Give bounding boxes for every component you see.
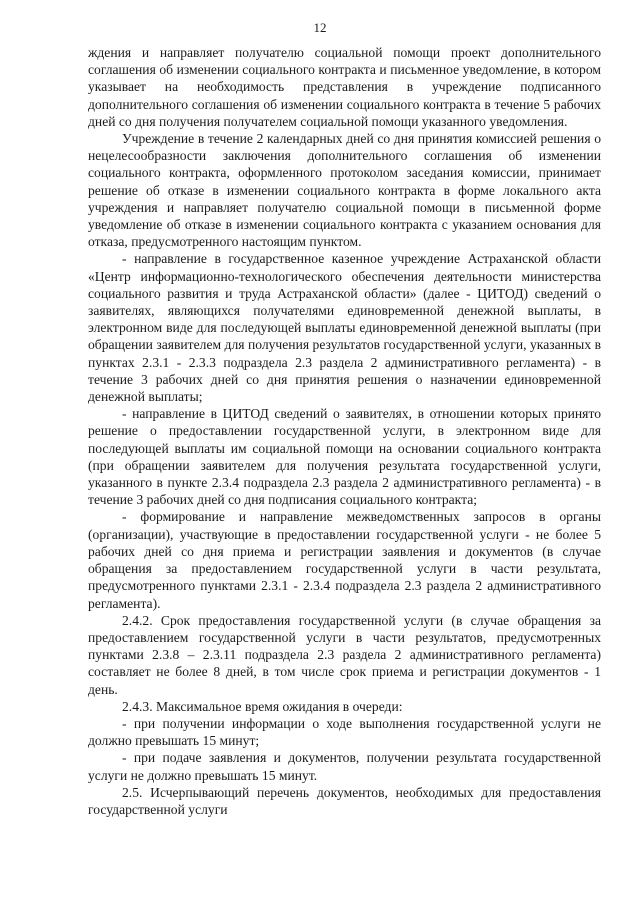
paragraph-refusal-decision: Учреждение в течение 2 календарных дней со дня принятия комиссией решения о нецелесообразности заключения дополнительного соглашения об изменении социального контракта, оформленного протоколом заседания комиссии, принимает решение об отказе в изменении социального контракта в форме локального акта учреждения и направляет получателю социальной помощи в письменной форме уведомление об отказе в изменении социального контракта с указанием основания для отказа, предусмотренного настоящим пунктом. [88, 131, 601, 250]
section-2-4-2: 2.4.2. Срок предоставления государственной услуги (в случае обращения за предоставлением государственной услуги в части результатов, предусмотренных пунктами 2.3.8 – 2.3.11 подраздела 2.3 раздела 2 административного регламента) составляет не более 8 дней, в том числе срок приема и регистрации документов - 1 день. [88, 612, 601, 697]
section-2-5-heading: 2.5. Исчерпывающий перечень документов, необходимых для предоставления государственной услуги [88, 784, 601, 817]
section-2-4-3: 2.4.3. Максимальное время ожидания в очереди: [122, 698, 403, 714]
paragraph-continuation: ждения и направляет получателю социальной помощи проект дополнительного соглашения об изменении социального контракта и письменное уведомление, в котором указывает на необходимость представления в учреждение подписанного дополнительного соглашения об изменении социального контракта в течение 5 рабочих дней со дня получения получателем социальной помощи указанного уведомления. [88, 45, 601, 129]
page-number: 12 [313, 20, 327, 35]
document-body [88, 44, 601, 818]
list-item-submission-wait: - при подаче заявления и документов, получении результата государственной услуги не должно превышать 15 минут. [88, 750, 601, 783]
list-item-interagency-requests: - формирование и направление межведомственных запросов в органы (организации), участвующие в предоставлении государственной услуги - не более 5 рабочих дней со дня приема и регистрации заявления и документов (в случае обращения за предоставлением государственной услуги в части результата, предусмотренного пунктами 2.3.1 - 2.3.4 подраздела 2.3 раздела 2 административного регламента). [88, 509, 601, 611]
list-item-citod-lump-sum: - направление в государственное казенное учреждение Астраханской области «Центр информационно-технологического обеспечения деятельности министерства социального развития и труда Астраханской области» (далее - ЦИТОД) сведений о заявителях, являющихся получателями единовременной денежной выплаты, в электронном виде для последующей выплаты единовременной денежной выплаты (при обращении заявителем для получения результатов государственной услуги, указанных в пунктах 2.3.1 - 2.3.3 подраздела 2.3 раздела 2 административного регламента) - в течение 3 рабочих дней со дня принятия решения о назначении единовременной денежной выплаты; [88, 251, 601, 405]
list-item-info-wait: - при получении информации о ходе выполнения государственной услуги не должно превышать 15 минут; [88, 715, 601, 749]
list-item-citod-social-contract: - направление в ЦИТОД сведений о заявителях, в отношении которых принято решение о предоставлении государственной услуги, в электронном виде для последующей выплаты им социальной помощи на основании социального контракта (при обращении заявителем для получения результата государственной услуги, указанного в пункте 2.3.4 подраздела 2.3 раздела 2 административного регламента) - в течение 3 рабочих дней со дня подписания социального контракта; [88, 406, 601, 508]
